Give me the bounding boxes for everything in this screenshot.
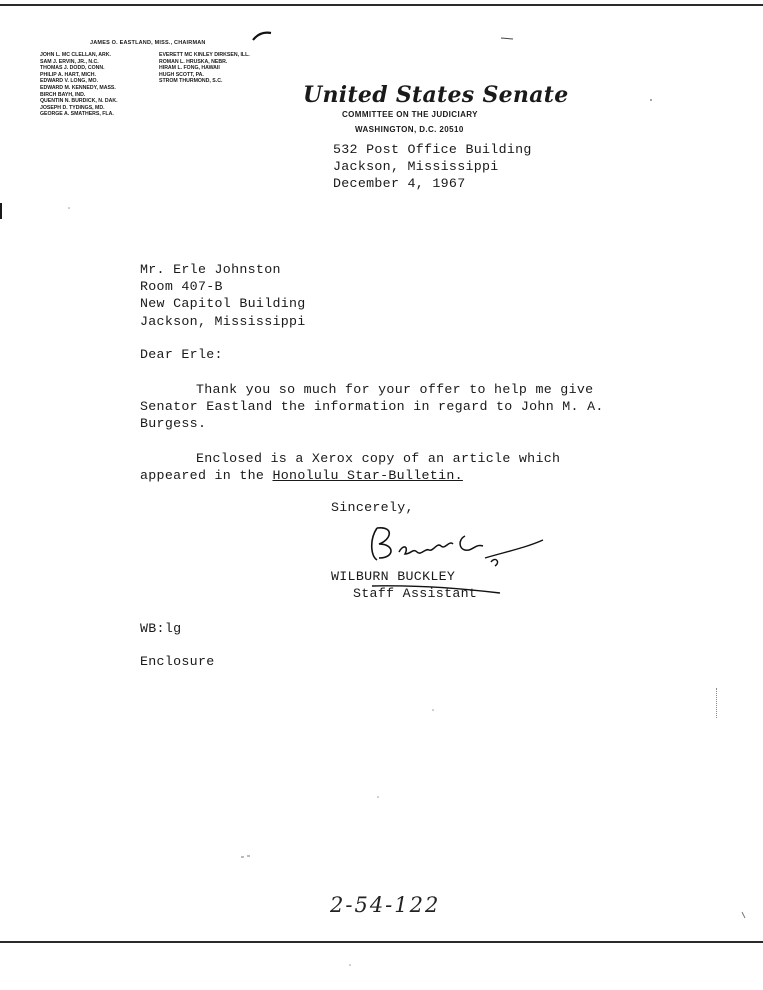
senate-heading: United States Senate — [303, 82, 569, 108]
scan-edge-mark — [0, 203, 2, 219]
body-paragraph-1 — [140, 381, 604, 433]
body-line: Senator Eastland the information in regard to John M. A. — [140, 399, 604, 415]
recipient-line: New Capitol Building — [140, 296, 306, 312]
body-line: Enclosed is a Xerox copy of an article which — [196, 451, 561, 466]
member-line: ROMAN L. HRUSKA, NEBR. — [159, 58, 228, 65]
letter-date: December 4, 1967 — [333, 176, 466, 192]
stray-dash-mark — [500, 36, 514, 40]
member-line: HIRAM L. FONG, HAWAII — [159, 65, 220, 72]
committee-name: COMMITTEE ON THE JUDICIARY — [342, 110, 478, 119]
handwritten-signature — [365, 522, 545, 572]
chairman-line: JAMES O. EASTLAND, MISS., CHAIRMAN — [90, 40, 206, 46]
member-line: QUENTIN N. BURDICK, N. DAK. — [40, 98, 118, 105]
recipient-line: Room 407-B — [140, 279, 223, 295]
enclosure-note: Enclosure — [140, 654, 215, 669]
publication-title: Honolulu Star-Bulletin. — [272, 468, 463, 484]
closing: Sincerely, — [331, 500, 414, 515]
member-line: SAM J. ERVIN, JR., N.C. — [40, 58, 99, 65]
reference-initials: WB:lg — [140, 621, 182, 636]
top-rule — [0, 4, 763, 6]
sender-address — [333, 141, 532, 193]
pen-stroke-mark — [252, 30, 272, 42]
recipient-line: Jackson, Mississippi — [140, 313, 306, 329]
sender-address-line: 532 Post Office Building — [333, 142, 532, 157]
member-line: HUGH SCOTT, PA. — [159, 71, 204, 78]
member-line: BIRCH BAYH, IND. — [40, 91, 86, 98]
salutation: Dear Erle: — [140, 347, 223, 362]
handwritten-file-number: 2-54-122 — [330, 893, 441, 917]
recipient-line: Mr. Erle Johnston — [140, 262, 281, 277]
scan-dots — [716, 688, 718, 718]
body-line: Thank you so much for your offer to help me give — [196, 382, 594, 397]
committee-members-left — [40, 52, 118, 118]
bottom-rule — [0, 941, 763, 943]
member-line: JOSEPH D. TYDINGS, MD. — [40, 104, 105, 111]
member-line: EDWARD V. LONG, MO. — [40, 78, 99, 85]
member-line: STROM THURMOND, S.C. — [159, 78, 223, 85]
body-line: Burgess. — [140, 416, 207, 432]
committee-city: WASHINGTON, D.C. 20510 — [355, 125, 464, 134]
sender-address-line: Jackson, Mississippi — [333, 159, 499, 175]
member-line: GEORGE A. SMATHERS, FLA. — [40, 111, 114, 118]
body-line — [140, 467, 560, 484]
body-paragraph-2 — [140, 450, 560, 484]
recipient-address — [140, 261, 306, 330]
body-line-prefix: appeared in the — [140, 468, 273, 484]
signer-name: WILBURN BUCKLEY — [331, 569, 456, 584]
member-line: EDWARD M. KENNEDY, MASS. — [40, 84, 116, 91]
committee-members-right — [159, 52, 250, 85]
member-line: EVERETT MC KINLEY DIRKSEN, ILL. — [159, 52, 250, 58]
member-line: PHILIP A. HART, MICH. — [40, 71, 96, 78]
signer-title: Staff Assistant — [353, 586, 478, 601]
member-line: JOHN L. MC CLELLAN, ARK. — [40, 52, 111, 58]
member-line: THOMAS J. DODD, CONN. — [40, 65, 105, 72]
